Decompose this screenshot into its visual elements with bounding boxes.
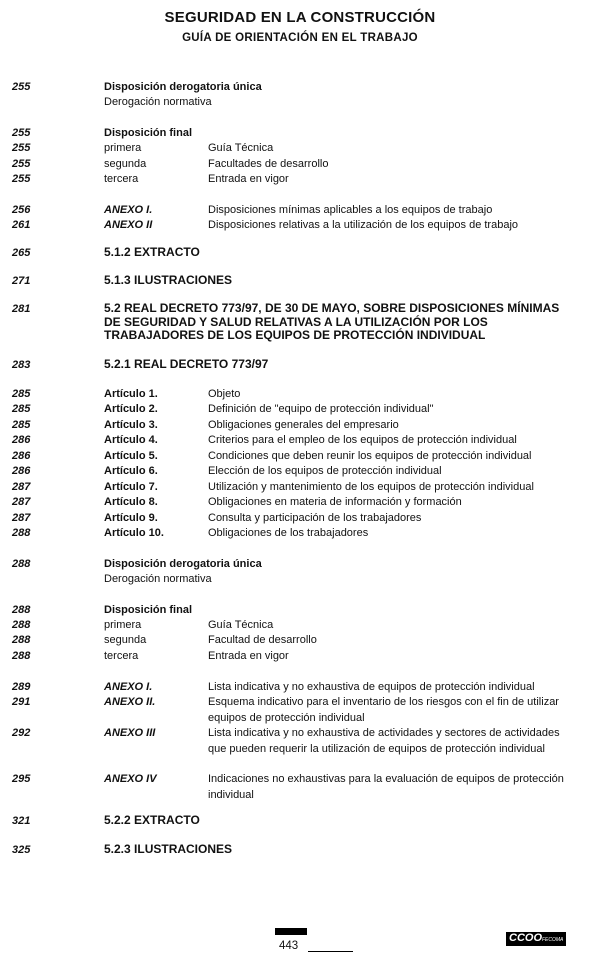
page-number: 286 [12,450,31,462]
entry-description: Lista indicativa y no exhaustiva de equipos de protección individual [208,681,535,693]
entry-label: ANEXO I. [104,681,153,693]
entry-label: Disposición derogatoria única [104,81,262,93]
entry-label: Artículo 6. [104,465,158,477]
section-heading: 5.1.3 ILUSTRACIONES [104,273,233,287]
entry-description: Criterios para el empleo de los equipos de protección individual [208,434,517,446]
entry-label: Derogación normativa [104,573,212,585]
page-number: 287 [12,512,31,524]
footer-bar [275,928,307,935]
entry-description: Obligaciones generales del empresario [208,419,399,431]
entry-description: Disposiciones relativas a la utilización de los equipos de trabajo [208,219,519,231]
page-number: 286 [12,434,31,446]
entry-description: Facultades de desarrollo [208,158,329,170]
page-number: 325 [12,844,31,856]
section-heading: 5.2.2 EXTRACTO [104,813,200,827]
entry-description: Facultad de desarrollo [208,634,317,646]
page-number: 283 [12,359,31,371]
section-heading: 5.2 REAL DECRETO 773/97, DE 30 DE MAYO, SOBRE DISPOSICIONES MÍNIMAS DE SEGURIDAD Y SALUD RELATIVAS A LA UTILIZACIÓN POR LOS TRABAJADORES DE LOS EQUIPOS DE PROTECCIÓN INDIVIDUAL [104,301,560,342]
entry-description: Objeto [208,388,241,400]
page-number: 288 [12,527,31,539]
footer-rule [308,951,353,952]
page-number: 292 [12,727,31,739]
page-number: 285 [12,403,31,415]
document-title: SEGURIDAD EN LA CONSTRUCCIÓN [164,9,436,26]
page-number: 281 [12,303,31,315]
entry-description: Esquema indicativo para el inventario de los riesgos con el fin de utilizar equipos de protección individual [208,696,559,724]
page-number: 287 [12,481,31,493]
entry-label: Derogación normativa [104,96,212,108]
entry-label: segunda [104,634,147,646]
entry-description: Definición de "equipo de protección individual" [208,403,434,415]
logo-subtext: FECOMA [542,937,564,943]
entry-description: Lista indicativa y no exhaustiva de actividades y sectores de actividades que pueden requerir la utilización de equipos de protección individual [208,727,560,755]
page-number: 321 [12,815,31,827]
entry-label: ANEXO III [104,727,156,739]
entry-label: Artículo 4. [104,434,158,446]
page-number: 288 [12,558,31,570]
entry-description: Guía Técnica [208,619,274,631]
entry-label: Artículo 9. [104,512,158,524]
section-heading: 5.2.3 ILUSTRACIONES [104,842,233,856]
entry-label: Disposición final [104,604,193,616]
page-number: 295 [12,773,31,785]
page-number: 255 [12,127,31,139]
entry-label: ANEXO I. [104,204,153,216]
page-number: 255 [12,173,31,185]
page-number-footer: 443 [279,940,299,952]
page-number: 255 [12,142,31,154]
page-number: 265 [12,247,31,259]
entry-description: Guía Técnica [208,142,274,154]
page-number: 288 [12,634,31,646]
entry-label: Disposición final [104,127,193,139]
entry-label: Artículo 5. [104,450,158,462]
ccoo-logo [506,932,566,946]
page-number: 255 [12,158,31,170]
entry-description: Entrada en vigor [208,650,289,662]
page-number: 285 [12,419,31,431]
entry-description: Condiciones que deben reunir los equipos de protección individual [208,450,532,462]
section-heading: 5.1.2 EXTRACTO [104,245,200,259]
page-number: 291 [12,696,31,708]
entry-description: Disposiciones mínimas aplicables a los equipos de trabajo [208,204,493,216]
page-number: 255 [12,81,31,93]
page-number: 271 [12,275,31,287]
entry-description: Utilización y mantenimiento de los equipos de protección individual [208,481,534,493]
page-number: 286 [12,465,31,477]
entry-label: Artículo 1. [104,388,158,400]
entry-label: tercera [104,650,139,662]
entry-label: ANEXO IV [104,773,157,785]
entry-label: primera [104,142,142,154]
entry-label: ANEXO II. [104,696,156,708]
entry-description: Consulta y participación de los trabajadores [208,512,422,524]
entry-label: Artículo 8. [104,496,158,508]
page-number: 287 [12,496,31,508]
page-number: 285 [12,388,31,400]
logo-text: CCOO [509,932,542,944]
entry-label: Disposición derogatoria única [104,558,262,570]
document-subtitle: GUÍA DE ORIENTACIÓN EN EL TRABAJO [182,32,418,44]
page-number: 289 [12,681,31,693]
entry-description: Obligaciones de los trabajadores [208,527,369,539]
entry-label: Artículo 3. [104,419,158,431]
entry-description: Entrada en vigor [208,173,289,185]
entry-label: primera [104,619,142,631]
entry-label: Artículo 2. [104,403,158,415]
entry-description: Elección de los equipos de protección individual [208,465,442,477]
page-number: 288 [12,619,31,631]
entry-description: Obligaciones en materia de información y formación [208,496,462,508]
entry-label: ANEXO II [104,219,153,231]
section-heading: 5.2.1 REAL DECRETO 773/97 [104,357,269,371]
entry-label: Artículo 7. [104,481,158,493]
entry-label: segunda [104,158,147,170]
page-number: 256 [12,204,31,216]
entry-label: Artículo 10. [104,527,164,539]
entry-label: tercera [104,173,139,185]
page-number: 261 [12,219,31,231]
page-number: 288 [12,604,31,616]
entry-description: Indicaciones no exhaustivas para la evaluación de equipos de protección individual [208,773,564,801]
page-number: 288 [12,650,31,662]
